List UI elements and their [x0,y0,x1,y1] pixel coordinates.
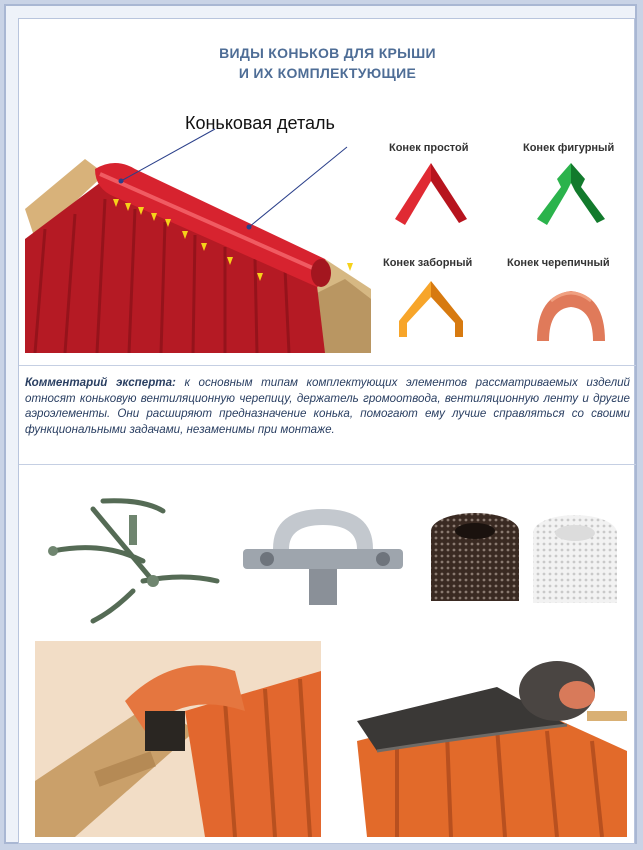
expert-comment [19,365,636,465]
expert-comment-body: к основным типам комплектующих элементов рассматриваемых изделий относят коньковую вентиляционную черепицу, держатель громоотвода, вентиляционную ленту и другие аэроэлементы. Они расширяют предназначение конька, помогают ему лучше справляться со своими функциональными задачами, незаменимы при монтаже. [25,376,631,436]
ridge-fence-image [391,275,471,347]
ridge-figured-image [531,159,611,231]
label-ridge-figured: Конек фигурный [523,142,615,154]
expert-comment-lead: Комментарий эксперта: [25,376,176,389]
outer-frame [4,4,637,844]
roof-ridge-illustration [25,119,371,353]
ridge-simple-image [391,159,471,231]
label-ridge-simple: Конек простой [389,142,469,154]
infographic-panel [18,18,635,844]
ventilation-tape-image [415,493,625,623]
ventilation-roll-photo [337,641,627,837]
title-line-2: И ИХ КОМПЛЕКТУЮЩИЕ [238,65,417,81]
ridge-tile-image [531,277,611,349]
label-ridge-fence: Конек заборный [383,257,473,269]
ridge-tile-install-photo [35,641,321,837]
ridge-part-callout: Коньковая деталь [185,113,335,133]
page-title [19,43,636,83]
bracket-clamp-image [233,489,413,619]
title-line-1: ВИДЫ КОНЬКОВ ДЛЯ КРЫШИ [219,45,436,61]
label-ridge-tile: Конек черепичный [507,257,610,269]
lightning-rod-holder-image [33,481,223,629]
